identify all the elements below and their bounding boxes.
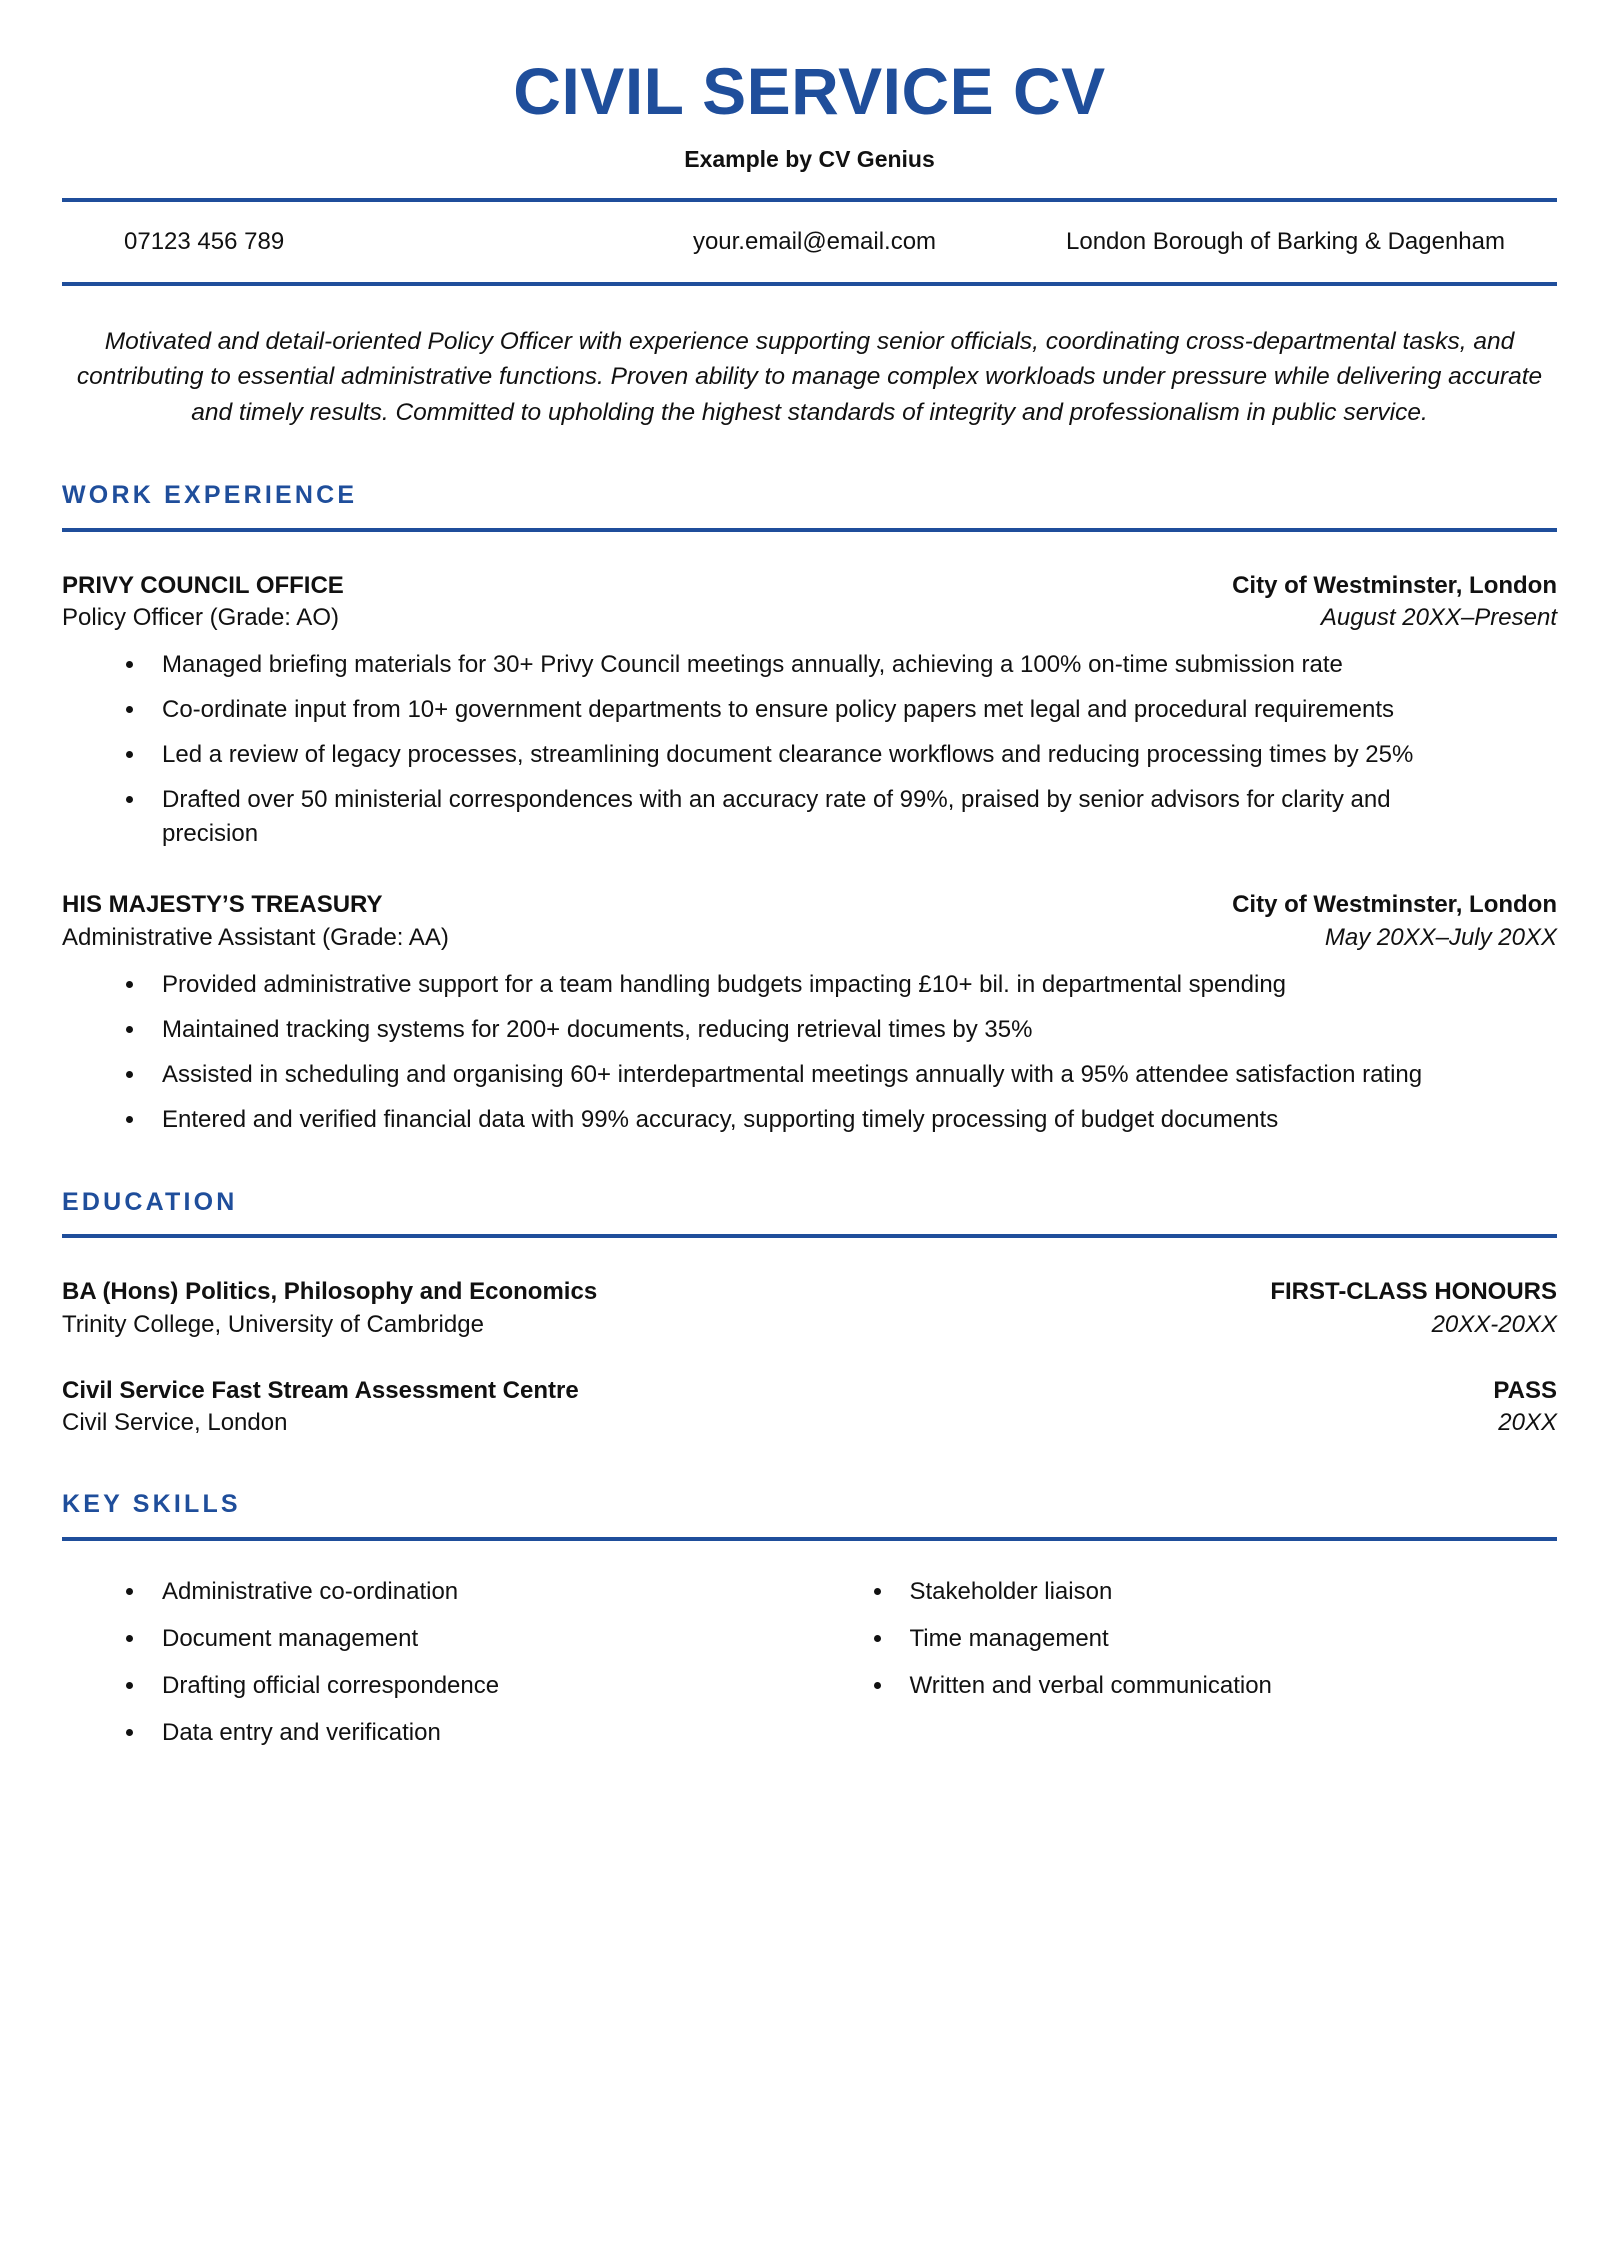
- skill-item: Document management: [162, 1622, 810, 1656]
- education-entry: [62, 1375, 1557, 1439]
- skills-column-right: [810, 1575, 1558, 1763]
- skill-item: Time management: [910, 1622, 1558, 1656]
- section-key-skills: [62, 1491, 1557, 1763]
- education-entry-header: [62, 1276, 1557, 1308]
- skill-item: Administrative co-ordination: [162, 1575, 810, 1609]
- contact-location: London Borough of Barking & Dagenham: [1066, 227, 1505, 255]
- contact-email[interactable]: your.email@email.com: [692, 227, 937, 255]
- section-rule-work-experience: [62, 528, 1557, 532]
- page-subtitle: Example by CV Genius: [684, 146, 935, 172]
- section-work-experience: [62, 482, 1557, 1137]
- experience-role: Administrative Assistant (Grade: AA): [62, 923, 449, 951]
- education-entry-subheader: [62, 1309, 1557, 1341]
- experience-bullet: Co-ordinate input from 10+ government departments to ensure policy papers met legal and procedural requirements: [162, 693, 1557, 727]
- education-dates: 20XX: [1498, 1408, 1557, 1436]
- experience-bullet: Managed briefing materials for 30+ Privy Council meetings annually, achieving a 100% on-time submission rate: [162, 648, 1557, 682]
- experience-location: City of Westminster, London: [1232, 571, 1557, 599]
- education-school: Civil Service, London: [62, 1408, 288, 1436]
- experience-bullet: Entered and verified financial data with 99% accuracy, supporting timely processing of budget documents: [162, 1103, 1557, 1137]
- experience-entry-subheader: [62, 602, 1557, 634]
- education-entry: [62, 1276, 1557, 1340]
- skills-list-left: [62, 1575, 810, 1750]
- experience-entry: [62, 570, 1557, 852]
- section-heading-education: EDUCATION: [62, 1187, 238, 1216]
- page-title: CIVIL SERVICE CV: [513, 54, 1106, 128]
- education-dates: 20XX-20XX: [1431, 1310, 1557, 1338]
- experience-bullet: Led a review of legacy processes, streamlining document clearance workflows and reducing processing times by 25%: [162, 738, 1557, 772]
- education-degree: Civil Service Fast Stream Assessment Centre: [62, 1376, 579, 1404]
- cv-header: [62, 0, 1557, 286]
- experience-entry: [62, 889, 1557, 1137]
- experience-organisation: PRIVY COUNCIL OFFICE: [62, 571, 344, 599]
- section-rule-key-skills: [62, 1537, 1557, 1541]
- experience-bullet: Assisted in scheduling and organising 60+ interdepartmental meetings annually with a 95% attendee satisfaction rating: [162, 1058, 1557, 1092]
- experience-dates: August 20XX–Present: [1320, 603, 1557, 631]
- section-heading-work-experience: WORK EXPERIENCE: [62, 481, 358, 510]
- experience-organisation: HIS MAJESTY’S TREASURY: [62, 891, 383, 919]
- skill-item: Written and verbal communication: [910, 1669, 1558, 1703]
- skills-list-right: [810, 1575, 1558, 1703]
- experience-role: Policy Officer (Grade: AO): [62, 603, 339, 631]
- experience-entry-header: [62, 889, 1557, 921]
- experience-location: City of Westminster, London: [1232, 891, 1557, 919]
- contact-phone[interactable]: 07123 456 789: [124, 227, 285, 255]
- experience-entry-header: [62, 570, 1557, 602]
- experience-bullet-list: [62, 968, 1557, 1137]
- skill-item: Drafting official correspondence: [162, 1669, 810, 1703]
- professional-summary: Motivated and detail-oriented Policy Officer with experience supporting senior officials, coordinating cross-departmental tasks, and contributing to essential administrative functions. Proven ability to manage complex workloads under pressure while delivering accurate and timely results. Committed to upholding the highest standards of integrity and professionalism in public service.: [76, 327, 1543, 426]
- experience-bullet-list: [62, 648, 1557, 851]
- education-grade: PASS: [1493, 1376, 1557, 1404]
- skills-column-left: [62, 1575, 810, 1763]
- experience-bullet: Maintained tracking systems for 200+ documents, reducing retrieval times by 35%: [162, 1013, 1557, 1047]
- header-rule-bottom: [62, 282, 1557, 286]
- education-entry-subheader: [62, 1407, 1557, 1439]
- education-entry-header: [62, 1375, 1557, 1407]
- experience-bullet: Drafted over 50 ministerial correspondences with an accuracy rate of 99%, praised by senior advisors for clarity and precision: [162, 783, 1557, 851]
- education-school: Trinity College, University of Cambridge: [62, 1310, 484, 1338]
- education-grade: FIRST-CLASS HONOURS: [1270, 1278, 1557, 1306]
- skills-grid: [62, 1575, 1557, 1763]
- section-rule-education: [62, 1234, 1557, 1238]
- education-degree: BA (Hons) Politics, Philosophy and Economics: [62, 1278, 598, 1306]
- experience-bullet: Provided administrative support for a team handling budgets impacting £10+ bil. in departmental spending: [162, 968, 1557, 1002]
- experience-entry-subheader: [62, 922, 1557, 954]
- section-education: [62, 1189, 1557, 1439]
- skill-item: Stakeholder liaison: [910, 1575, 1558, 1609]
- skill-item: Data entry and verification: [162, 1716, 810, 1750]
- section-heading-key-skills: KEY SKILLS: [62, 1490, 241, 1519]
- experience-dates: May 20XX–July 20XX: [1324, 923, 1557, 951]
- contact-row: [62, 202, 1557, 282]
